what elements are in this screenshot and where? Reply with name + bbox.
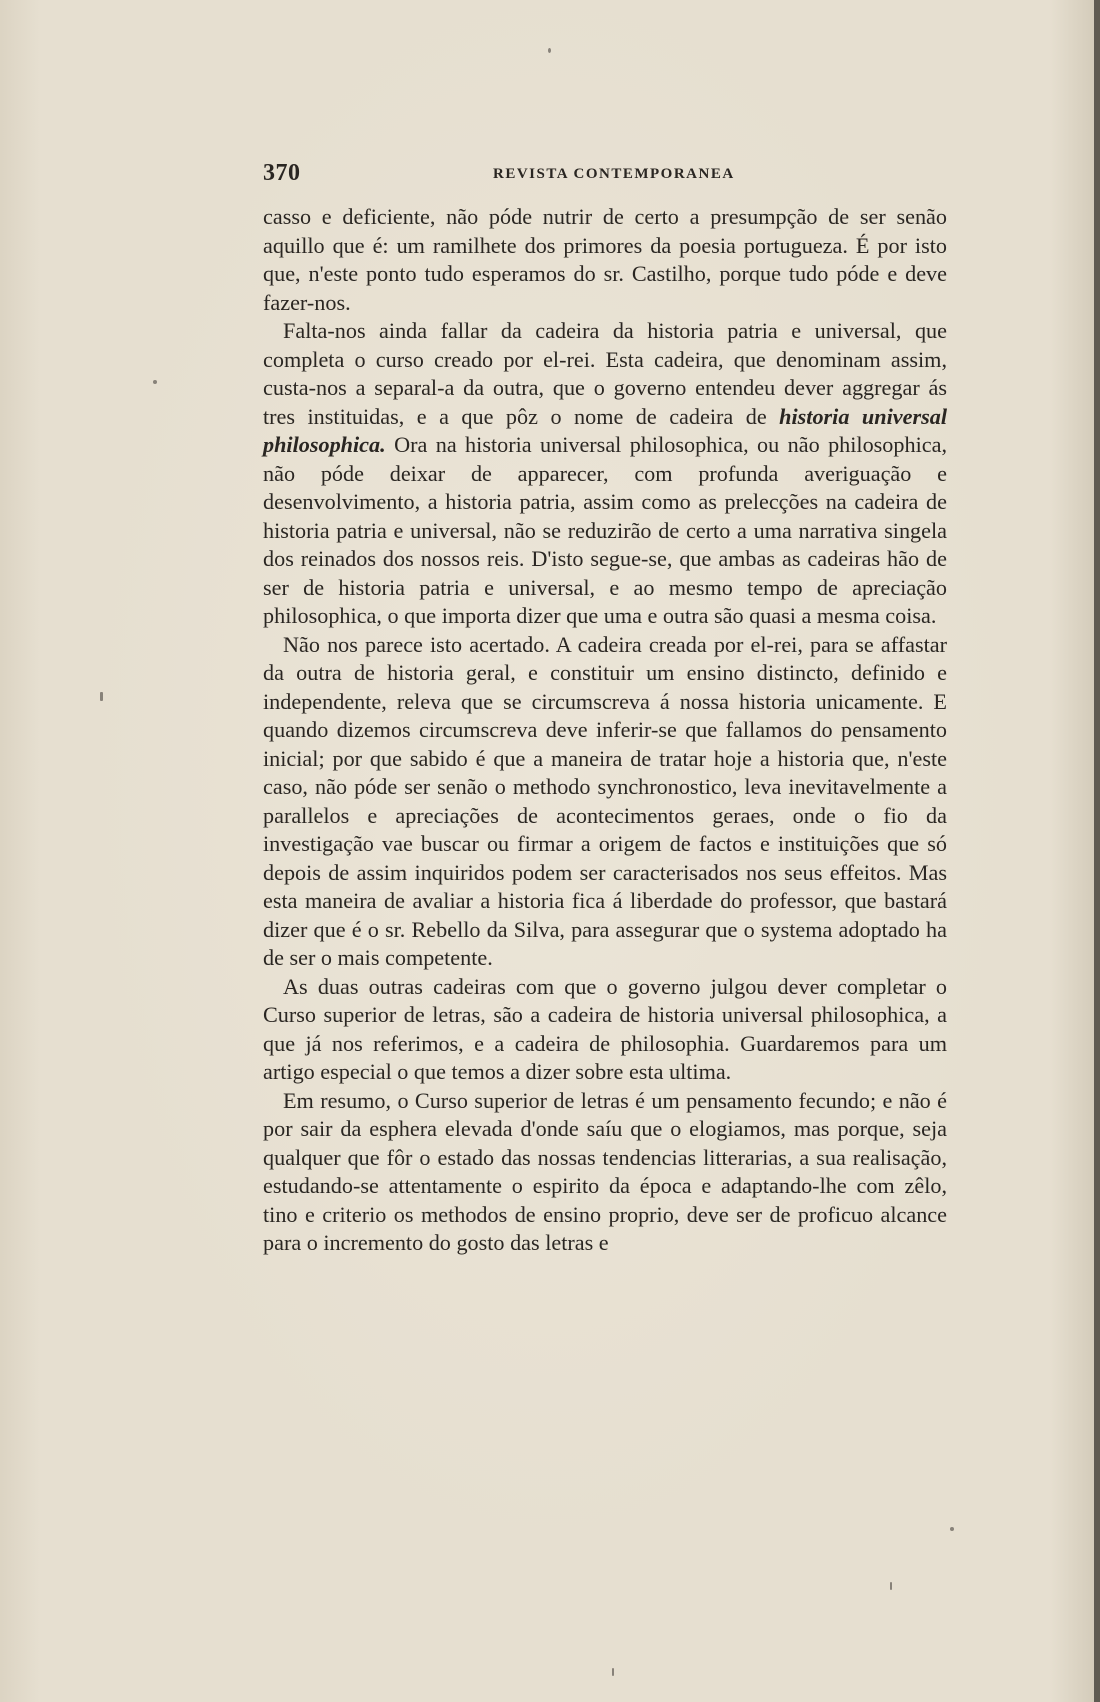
paragraph-2-italic-phrase: historia universal philosophica.: [263, 403, 947, 457]
page-number: 370: [263, 160, 301, 186]
ink-speck: [890, 1582, 892, 1590]
paragraph-1: casso e deficiente, não póde nutrir de certo a presumpção de ser senão aquillo que é: um ramilhete dos primores da poesia portugueza. É por isto que, n'este ponto tudo esperamos do sr. Castilho, porque tudo póde e deve fazer-nos.: [263, 204, 947, 315]
ink-speck: [100, 692, 103, 701]
paragraph-2-text-before: Falta-nos ainda fallar da cadeira da historia patria e universal, que completa o curso creado por el-rei. Esta cadeira, que denominam assim, custa-nos a separal-a da outra, que o governo entendeu dever aggregar ás tres instituidas, e a que pôz o nome de cadeira de: [263, 318, 947, 429]
running-head: [263, 160, 953, 190]
paragraph-3: Não nos parece isto acertado. A cadeira creada por el-rei, para se affastar da outra de historia geral, e constituir um ensino distincto, definido e independente, releva que se circumscreva á nossa historia unicamente. E quando dizemos circumscreva deve inferir-se que fallamos do pensamento inicial; por que sabido é que a maneira de tratar hoje a historia que, n'este caso, não póde ser senão o methodo synchronostico, leva inevitavelmente a parallelos e apreciações de acontecimentos geraes, onde o fio da investigação vae buscar ou firmar a origem de factos e instituições que só depois de assim inquiridos podem ser caracterisados nos seus effeitos. Mas esta maneira de avaliar a historia fica á liberdade do professor, que bastará dizer que é o sr. Rebello da Silva, para assegurar que o systema adoptado ha de ser o mais competente.: [263, 631, 947, 970]
book-spine-edge: [1094, 0, 1100, 1702]
paragraph-2: [263, 317, 947, 631]
paragraph-5: Em resumo, o Curso superior de letras é um pensamento fecundo; e não é por sair da esphera elevada d'onde saíu que o elogiamos, mas porque, seja qualquer que fôr o estado das nossas tendencias litterarias, a sua realisação, estudando-se attentamente o espirito da época e adaptando-lhe com zêlo, tino e criterio os methodos de ensino proprio, deve ser de proficuo alcance para o incremento do gosto das letras e: [263, 1087, 947, 1255]
paragraph-2-text-after: Ora na historia universal philosophica, ou não philosophica, não póde deixar de apparecer, com profunda averiguação e desenvolvimento, a historia patria, assim como as prelecções na cadeira de historia patria e universal, não se reduzirão de certo a uma narrativa singela dos reinados dos nossos reis. D'isto segue-se, que ambas as cadeiras hão de ser de historia patria e universal, e ao mesmo tempo de apreciação philosophica, o que importa dizer que uma e outra são quasi a mesma coisa.: [263, 432, 947, 628]
ink-speck: [612, 1668, 614, 1676]
ink-speck: [950, 1527, 954, 1531]
ink-speck: [548, 48, 551, 53]
journal-title: REVISTA CONTEMPORANEA: [493, 166, 735, 182]
paragraph-4: As duas outras cadeiras com que o governo julgou dever completar o Curso superior de letras, são a cadeira de historia universal philosophica, a que já nos referimos, e a cadeira de philosophia. Guardaremos para um artigo especial o que temos a dizer sobre esta ultima.: [263, 973, 947, 1084]
article-body: [263, 203, 947, 1258]
ink-speck: [153, 380, 157, 384]
